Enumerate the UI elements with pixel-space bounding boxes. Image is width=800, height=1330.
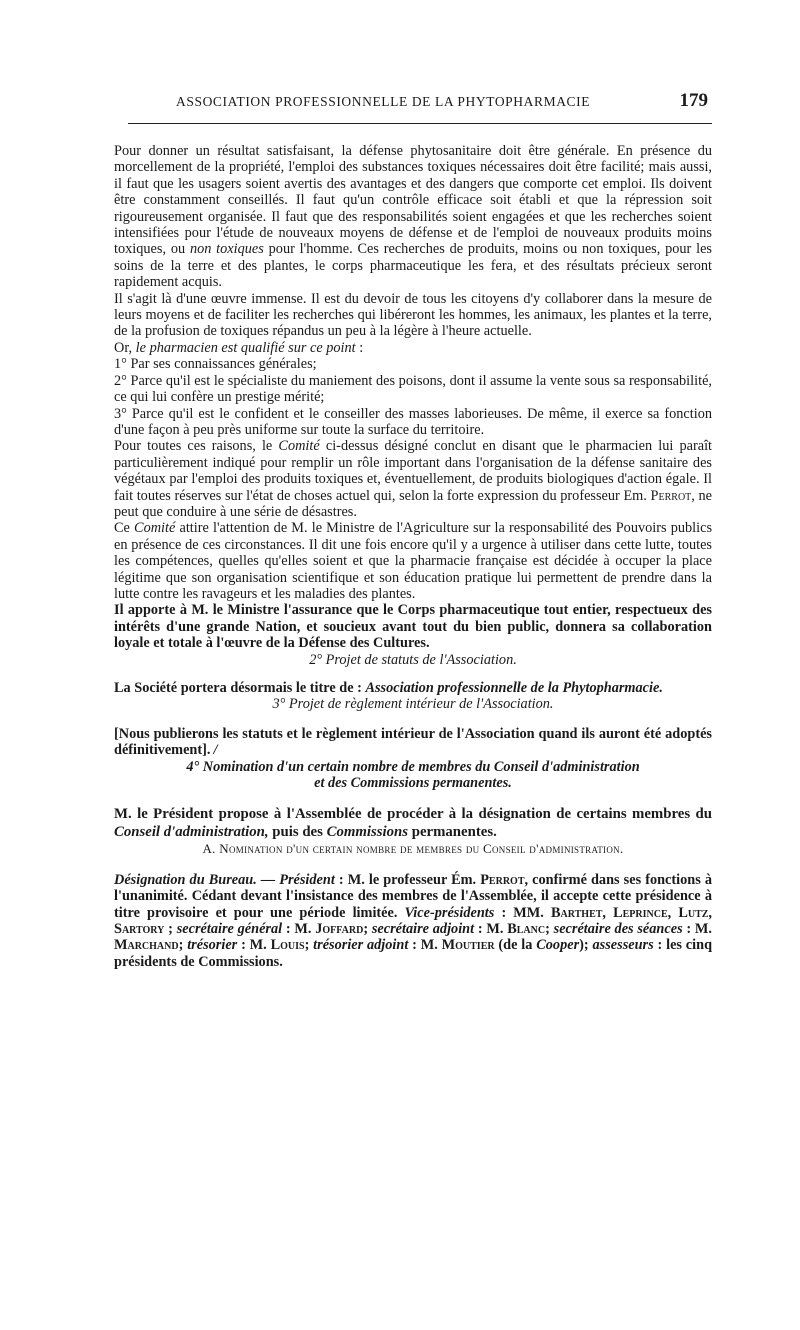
list-item-1: 1° Par ses connaissances générales;: [114, 356, 317, 373]
page-header: [128, 92, 714, 116]
paragraph-raisons: Pour toutes ces raisons, le Comité ci-dessus désigné conclut en disant que le pharmacien lui paraît particulièrement indiqué pour remplir un rôle important dans l'organisation de la défense sanitaire des végétaux par l'emploi des produits toxiques et, éventuellement, de produits biologiques d'action égale. Il fait toutes réserves sur l'état de choses actuel qui, selon la forte expression du professeur Em. Perrot, ne peut que conduire à une série de désastres.: [114, 438, 713, 520]
list-item-2: 2° Parce qu'il est le spécialiste du maniement des poisons, dont il assume la vente sous sa responsabilité, ce qui lui confère un prestige mérité;: [114, 372, 712, 406]
list-item-3: 3° Parce qu'il est le confident et le conseiller des masses laborieuses. De même, il exerce sa fonction d'une façon à peu près uniforme sur toute la surface du territoire.: [114, 405, 712, 438]
body-text: [114, 143, 712, 970]
running-title: ASSOCIATION PROFESSIONNELLE DE LA PHYTOPHARMACIE: [176, 94, 591, 109]
paragraph-assurance: Il apporte à M. le Ministre l'assurance que le Corps pharmaceutique tout entier, respectueux des intérêts d'une grande Nation, et soucieux avant tout du bien public, donnera sa collaboration loyale et totale à l'œuvre de la Défense des Cultures.: [114, 602, 712, 652]
header-rule: [128, 123, 712, 124]
paragraph-bureau: Désignation du Bureau. — Président : M. le professeur Ém. Perrot, confirmé dans ses fonctions à l'unanimité. Cédant devant l'insistance des membres de l'Assemblée, il accepte cette présidence à titre provisoire et pour une période limitée. Vice-présidents : MM. Barthet, Leprince, Lutz, Sartory ; secrétaire général : M. Joffard; secrétaire adjoint : M. Blanc; secrétaire des séances : M. Marchand; trésorier : M. Louis; trésorier adjoint : M. Moutier (de la Cooper); assesseurs : les cinq présidents de Commissions.: [114, 871, 713, 970]
paragraph-publication: [Nous publierons les statuts et le règlement intérieur de l'Association quand ils auront été adoptés définitivement]. /: [114, 725, 712, 759]
paragraph-president: M. le Président propose à l'Assemblée de procéder à la désignation de certains membres du Conseil d'administration, puis des Commissions permanentes.: [114, 806, 712, 841]
paragraph-qualifie: Or, le pharmacien est qualifié sur ce point :: [114, 339, 364, 356]
heading-section-a: A. Nomination d'un certain nombre de membres du Conseil d'administration.: [202, 841, 624, 857]
paragraph-oeuvre: Il s'agit là d'une œuvre immense. Il est du devoir de tous les citoyens d'y collaborer dans la mesure de leurs moyens et de faciliter les recherches qui libéreront les hommes, les animaux, les plantes et la terre, de la profusion de toxiques répandus un peu à la légère à l'heure actuelle.: [114, 290, 712, 340]
page-number: 179: [679, 90, 708, 111]
paragraph-ministre: Ce Comité attire l'attention de M. le Ministre de l'Agriculture sur la responsabilité des Pouvoirs publics en présence de ces circonstances. Il dit une fois encore qu'il y a urgence à utiliser dans cette lutte, toutes les compétences, quelles qu'elles soient et que la pharmacie française est décidée à occuper la place légitime que son organisation scientifique et son éducation pratique lui permettent de prendre dans la lutte contre les ravageurs et les maladies des plantes.: [114, 520, 713, 602]
handwritten-mark: /: [213, 742, 218, 759]
heading-nomination: 4° Nomination d'un certain nombre de membres du Conseil d'administration et des Commissions permanentes.: [186, 758, 640, 792]
paragraph-titre: La Société portera désormais le titre de : Association professionnelle de la Phytopharmacie.: [114, 680, 663, 696]
paragraph-defense: Pour donner un résultat satisfaisant, la défense phytosanitaire doit être générale. En présence du morcellement de la propriété, l'emploi des substances toxiques nécessaires doit être facilité; mais aussi, il faut que les usagers soient avertis des avantages et des dangers que comporte cet emploi. Ils doivent être constamment conseillés. Il faut qu'un contrôle efficace soit établi et que la répression soit rigoureusement organisée. Il faut que des responsabilités soient engagées et que les recherches soient intensifiées pour l'étude de nouveaux moyens de défense et de l'emploi de nouveaux produits moins toxiques, ou non toxiques pour l'homme. Ces recherches de produits, moins ou non toxiques, pour les soins de la terre et des plantes, le corps pharmaceutique les fera, et des résultats précieux seront rapidement acquis.: [114, 143, 712, 291]
heading-reglement: 3° Projet de règlement intérieur de l'Association.: [272, 696, 554, 713]
heading-statuts: 2° Projet de statuts de l'Association.: [309, 651, 517, 668]
